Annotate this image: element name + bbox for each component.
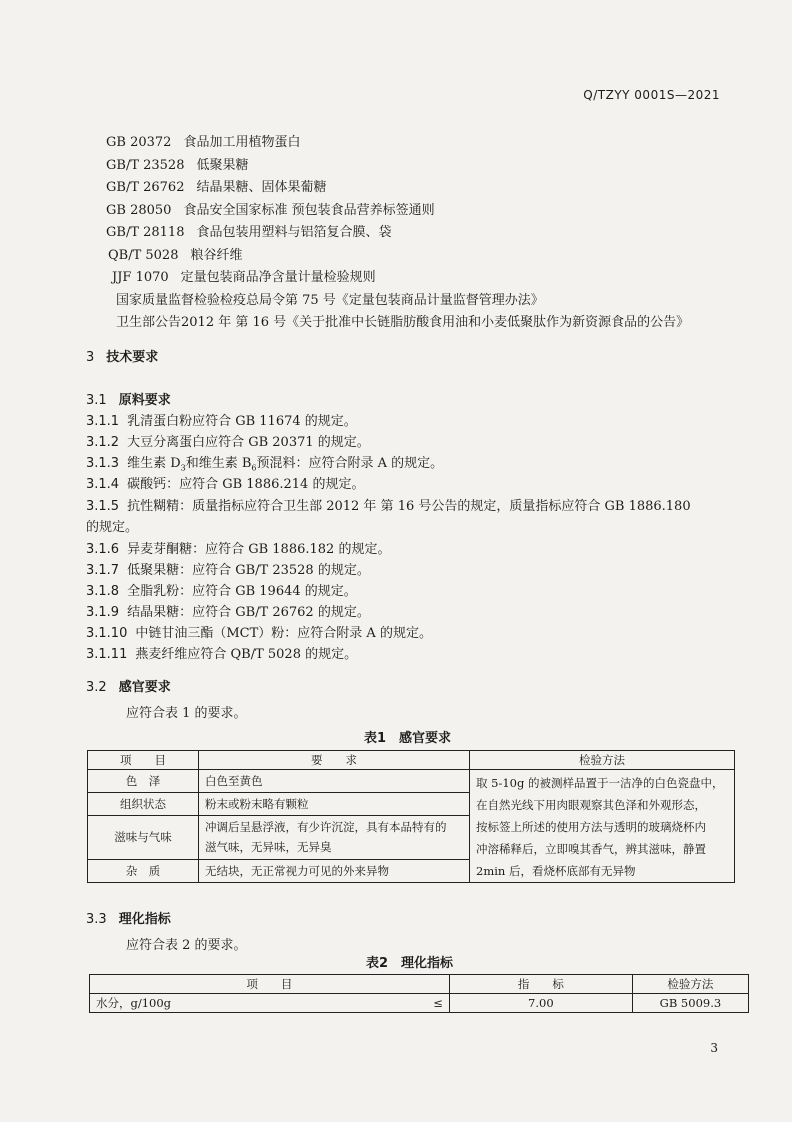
row-item: 滋味与气味 bbox=[88, 815, 199, 860]
clause-number: 3.1.10 bbox=[86, 626, 128, 641]
reference-title: 食品加工用植物蛋白 bbox=[183, 135, 301, 150]
column-header-method: 检验方法 bbox=[632, 975, 748, 994]
section-3-3-intro: 应符合表 2 的要求。 bbox=[126, 938, 247, 953]
section-3-2-intro: 应符合表 1 的要求。 bbox=[126, 706, 247, 721]
reference-line bbox=[106, 132, 766, 155]
reference-code: GB 20372 bbox=[106, 135, 172, 150]
normative-references-list bbox=[106, 132, 766, 335]
standard-code: Q/TZYY 0001S—2021 bbox=[583, 88, 720, 102]
clause-number: 3.1.5 bbox=[86, 499, 120, 514]
clause-text: 结晶果糖：应符合 GB/T 26762 的规定。 bbox=[127, 605, 370, 620]
sensory-requirements-table bbox=[87, 750, 735, 883]
clause-text: 碳酸钙：应符合 GB 1886.214 的规定。 bbox=[127, 477, 365, 492]
clause-3-1-11 bbox=[86, 643, 357, 662]
clause-number: 3.1.1 bbox=[86, 414, 120, 429]
clause-3-1-6 bbox=[86, 538, 390, 557]
reference-code: GB/T 26762 bbox=[106, 180, 185, 195]
reference-code: QB/T 5028 bbox=[108, 247, 179, 263]
reference-title: 食品包装用塑料与铝箔复合膜、袋 bbox=[196, 225, 392, 240]
column-header-item: 项 目 bbox=[90, 975, 450, 994]
physicochemical-table bbox=[89, 974, 749, 1013]
row-item: 杂 质 bbox=[88, 860, 199, 883]
reference-code: GB/T 28118 bbox=[106, 225, 185, 240]
section-number: 3 bbox=[86, 350, 95, 365]
clause-number: 3.1.3 bbox=[86, 456, 120, 471]
column-header-requirement: 要 求 bbox=[199, 751, 470, 770]
clause-text: 预混料：应符合附录 A 的规定。 bbox=[256, 456, 444, 471]
section-number: 3.1 bbox=[86, 393, 107, 408]
table-1-caption: 表1 感官要求 bbox=[364, 731, 452, 746]
reference-line bbox=[106, 312, 766, 335]
table-row bbox=[90, 994, 749, 1013]
clause-3-1-2 bbox=[86, 431, 370, 450]
reference-title: 低聚果糖 bbox=[196, 157, 249, 173]
row-item: 色 泽 bbox=[88, 770, 199, 793]
clause-3-1-4 bbox=[86, 473, 364, 492]
method-line: 在自然光线下用肉眼观察其色泽和外观形态， bbox=[476, 798, 706, 812]
reference-title: 粮谷纤维 bbox=[190, 247, 243, 263]
row-value: 7.00 bbox=[449, 994, 632, 1013]
table-row bbox=[88, 770, 735, 793]
row-requirement: 白色至黄色 bbox=[199, 770, 470, 793]
section-title: 理化指标 bbox=[118, 912, 171, 927]
clause-text: 和维生素 B bbox=[185, 456, 252, 471]
table-header-row bbox=[90, 975, 749, 994]
method-line: 冲溶稀释后，立即嗅其香气，辨其滋味，静置 bbox=[476, 842, 706, 856]
clause-3-1-5-continued: 的规定。 bbox=[86, 520, 139, 535]
reference-title: 食品安全国家标准 预包装食品营养标签通则 bbox=[183, 202, 435, 218]
section-3-heading bbox=[86, 346, 158, 365]
clause-3-1-8 bbox=[86, 580, 357, 599]
column-header-item: 项 目 bbox=[88, 751, 199, 770]
clause-number: 3.1.9 bbox=[86, 605, 120, 620]
clause-number: 3.1.8 bbox=[86, 584, 120, 599]
clause-text: 异麦芽酮糖：应符合 GB 1886.182 的规定。 bbox=[127, 542, 391, 557]
reference-line bbox=[106, 245, 766, 268]
reference-title: 定量包装商品净含量计量检验规则 bbox=[180, 270, 376, 285]
reference-line bbox=[106, 177, 766, 200]
clause-number: 3.1.6 bbox=[86, 542, 120, 557]
row-requirement: 无结块，无正常视力可见的外来异物 bbox=[199, 860, 470, 883]
method-line: 取 5-10g 的被测样品置于一洁净的白色瓷盘中， bbox=[476, 776, 724, 790]
inspection-method-cell bbox=[470, 770, 735, 883]
clause-text: 中链甘油三酯（MCT）粉：应符合附录 A 的规定。 bbox=[135, 626, 432, 641]
clause-number: 3.1.11 bbox=[86, 647, 128, 662]
row-requirement bbox=[199, 815, 470, 860]
reference-code: GB/T 23528 bbox=[106, 157, 185, 173]
reference-line bbox=[106, 222, 766, 245]
subscript: 3 bbox=[180, 463, 186, 473]
row-item: 水分，g/100g bbox=[90, 994, 377, 1013]
clause-3-1-1 bbox=[86, 410, 357, 429]
clause-3-1-10 bbox=[86, 622, 432, 641]
section-3-3-heading bbox=[86, 908, 171, 927]
section-title: 原料要求 bbox=[118, 393, 171, 408]
column-header-method: 检验方法 bbox=[470, 751, 735, 770]
clause-text: 低聚果糖：应符合 GB/T 23528 的规定。 bbox=[127, 563, 370, 578]
section-3-2-heading bbox=[86, 676, 171, 695]
clause-number: 3.1.4 bbox=[86, 477, 120, 492]
clause-text: 维生素 D bbox=[127, 456, 181, 471]
requirement-line: 滋气味，无异味，无异臭 bbox=[205, 840, 332, 855]
section-number: 3.2 bbox=[86, 680, 107, 695]
requirement-line: 冲调后呈悬浮液，有少许沉淀，具有本品特有的 bbox=[205, 820, 447, 835]
method-line: 2min 后，看烧杯底部有无异物 bbox=[476, 864, 636, 878]
section-title: 感官要求 bbox=[118, 680, 171, 695]
clause-text: 乳清蛋白粉应符合 GB 11674 的规定。 bbox=[127, 414, 357, 429]
reference-title: 国家质量监督检验检疫总局令第 75 号《定量包装商品计量监督管理办法》 bbox=[116, 292, 544, 308]
table-2-caption: 表2 理化指标 bbox=[366, 956, 454, 971]
reference-line bbox=[106, 290, 766, 313]
table-header-row bbox=[88, 751, 735, 770]
reference-code: GB 28050 bbox=[106, 202, 172, 218]
clause-3-1-5 bbox=[86, 495, 691, 514]
row-operator: ≤ bbox=[377, 994, 450, 1013]
reference-title: 卫生部公告2012 年 第 16 号《关于批准中长链脂肪酸食用油和小麦低聚肽作为新资源食品的公告》 bbox=[116, 315, 690, 330]
clause-3-1-7 bbox=[86, 559, 370, 578]
reference-line bbox=[106, 267, 766, 290]
subscript: 6 bbox=[251, 463, 257, 473]
page-number: 3 bbox=[710, 1041, 718, 1055]
row-item: 组织状态 bbox=[88, 792, 199, 815]
clause-text: 燕麦纤维应符合 QB/T 5028 的规定。 bbox=[135, 647, 358, 662]
clause-3-1-9 bbox=[86, 601, 370, 620]
reference-code: JJF 1070 bbox=[112, 270, 169, 285]
clause-text: 全脂乳粉：应符合 GB 19644 的规定。 bbox=[127, 584, 357, 599]
clause-number: 3.1.2 bbox=[86, 435, 120, 450]
section-title: 技术要求 bbox=[106, 350, 159, 365]
row-requirement: 粉末或粉末略有颗粒 bbox=[199, 792, 470, 815]
reference-line bbox=[106, 200, 766, 223]
column-header-index: 指 标 bbox=[449, 975, 632, 994]
clause-number: 3.1.7 bbox=[86, 563, 120, 578]
clause-text: 大豆分离蛋白应符合 GB 20371 的规定。 bbox=[127, 435, 370, 450]
section-3-1-heading bbox=[86, 389, 171, 408]
clause-text: 抗性糊精：质量指标应符合卫生部 2012 年 第 16 号公告的规定，质量指标应符合 GB 1886.180 bbox=[127, 499, 691, 514]
reference-line bbox=[106, 155, 766, 178]
reference-title: 结晶果糖、固体果葡糖 bbox=[196, 180, 327, 195]
row-method: GB 5009.3 bbox=[632, 994, 748, 1013]
method-line: 按标签上所述的使用方法与透明的玻璃烧杯内 bbox=[476, 820, 706, 834]
section-number: 3.3 bbox=[86, 912, 107, 927]
clause-3-1-3 bbox=[86, 452, 443, 473]
